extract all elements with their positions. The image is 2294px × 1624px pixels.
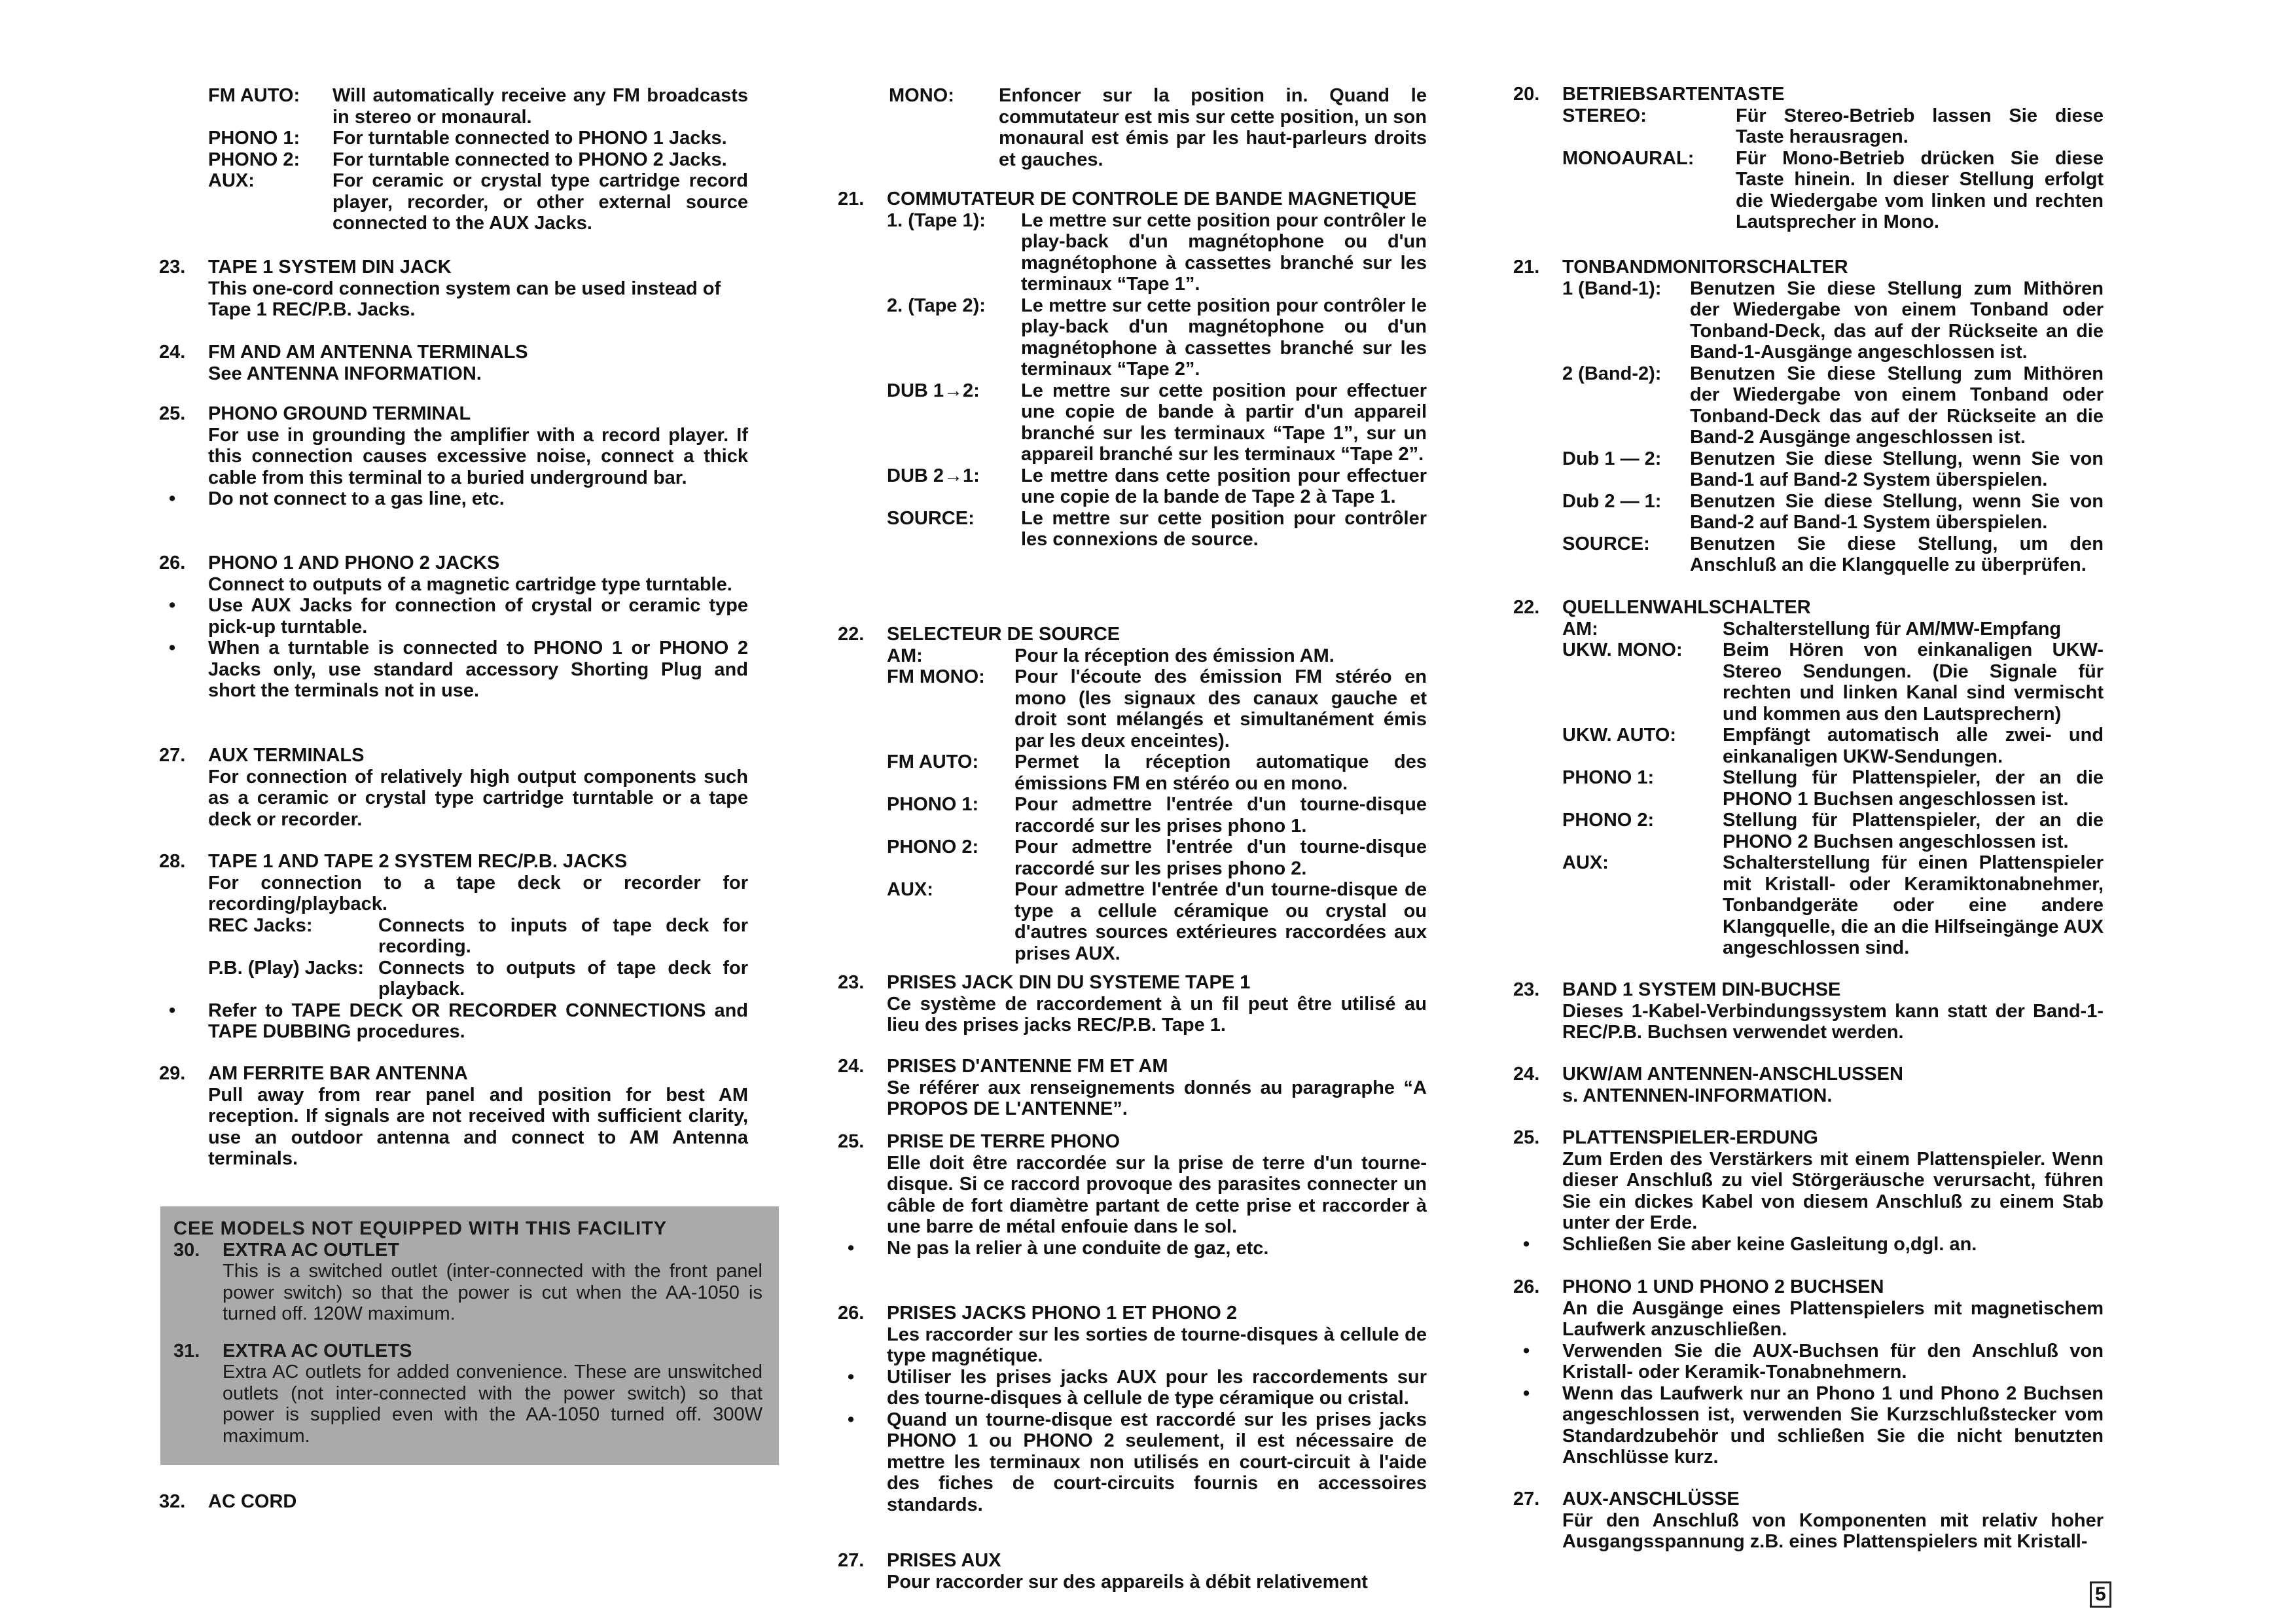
- section-title: PRISES JACKS PHONO 1 ET PHONO 2: [887, 1303, 1238, 1324]
- item-description: Le mettre sur cette position pour contrôler les connexions de source.: [1021, 507, 1427, 550]
- list-item: AUX: For ceramic or crystal type cartridge record player, recorder, or other external source connected to the AUX Jacks.: [208, 170, 748, 234]
- section-27-fr: 27. PRISES AUX Pour raccorder sur des appareils à débit relativement: [838, 1550, 1368, 1593]
- section-25-en: 25. PHONO GROUND TERMINAL For use in grounding the amplifier with a record player. If this connection causes excessive noise, connect a thick cable from this terminal to a buried underground bar. • Do not connect to a gas line, etc.: [159, 403, 748, 510]
- list-item: P.B. (Play) Jacks: Connects to outputs of tape deck for playback.: [208, 957, 748, 1000]
- list-item: [1562, 448, 2104, 491]
- item-description: Benutzen Sie diese Stellung, wenn Sie von Band-2 auf Band-1 System überspielen.: [1690, 490, 2104, 533]
- section-title: TAPE 1 AND TAPE 2 SYSTEM REC/P.B. JACKS: [208, 851, 628, 872]
- tape-monitor-list: [838, 210, 1427, 550]
- item-key: SOURCE:: [887, 507, 975, 529]
- section-title: FM AND AM ANTENNA TERMINALS: [208, 342, 528, 363]
- section-title: AUX-ANSCHLÜSSE: [1562, 1489, 1740, 1509]
- list-item: [887, 465, 1427, 508]
- section-title: TONBANDMONITORSCHALTER: [1562, 257, 1848, 278]
- item-description: Le mettre dans cette position pour effectuer une copie de la bande de Tape 2 à Tape 1.: [1021, 465, 1427, 507]
- section-27-de: 27. AUX-ANSCHLÜSSE Für den Anschluß von Komponenten mit relativ hoher Ausgangsspannung z.B. eines Plattenspielers mit Kristall-: [1513, 1489, 2104, 1552]
- tape-monitor-list: [1513, 278, 2104, 576]
- section-title: PRISES D'ANTENNE FM ET AM: [887, 1056, 1168, 1077]
- section-23-fr: 23. PRISES JACK DIN DU SYSTEME TAPE 1 Ce système de raccordement à un fil peut être utilisé au lieu des prises jacks REC/P.B. Tape 1.: [838, 972, 1427, 1036]
- item-key: AM:: [887, 645, 923, 666]
- item-key: FM MONO:: [887, 666, 985, 687]
- item-key: AUX:: [1562, 852, 1609, 873]
- item-description: Stellung für Plattenspieler, der an die PHONO 2 Buchsen angeschlossen ist.: [1723, 810, 2104, 852]
- list-item: PHONO 2: For turntable connected to PHONO 2 Jacks.: [208, 149, 727, 170]
- list-item: REC Jacks: Connects to inputs of tape deck for recording.: [208, 914, 748, 957]
- list-item: [887, 666, 1427, 751]
- item-description: Pour admettre l'entrée d'un tourne-disque raccordé sur les prises phono 2.: [1014, 837, 1427, 879]
- item-key: Dub 2 — 1:: [1562, 490, 1662, 512]
- item-description: Schalterstellung für AM/MW-Empfang: [1723, 618, 2062, 640]
- section-29-en: 29. AM FERRITE BAR ANTENNA Pull away from rear panel and position for best AM reception. If signals are not received with sufficient clarity, use an outdoor antenna and connect to AM Antenna terminals.: [159, 1063, 748, 1169]
- section-23-de: 23. BAND 1 SYSTEM DIN-BUCHSE Dieses 1-Kabel-Verbindungssystem kann statt der Band-1-REC/P.B. Buchsen verwendet werden.: [1513, 979, 2104, 1043]
- section-title: PRISES AUX: [887, 1550, 1001, 1571]
- list-item: [887, 879, 1427, 964]
- item-key: FM AUTO:: [887, 751, 979, 772]
- cee-title: CEE MODELS NOT EQUIPPED WITH THIS FACILITY: [173, 1218, 668, 1239]
- item-description: Le mettre sur cette position pour contrôler le play-back d'un magnétophone ou d'un magnétophone à cassettes branché sur les terminaux “Tape 2”.: [1021, 295, 1427, 380]
- section-22-fr: 22. SELECTEUR DE SOURCE AM: Pour la réception des émission AM. FM MONO: Pour l'écoute des émission FM stéréo en mono (les signaux des canaux gauche et droit sont mélangés et simultanément émis par les deux enceintes). FM AUTO: Permet la réception automatique des émissions FM en stéréo ou en mono. PHONO 1: Pour admettre l'entrée d'un tourne-disque raccordé sur les prises phono 1. PHONO 2: Pour admettre l'entrée d'un tourne-disque raccordé sur les prises phono 2. AUX: Pour admettre l'entrée d'un tourne-disque de type a cellule céramique ou crystal ou d'autres sources extérieures raccordées aux prises AUX.: [838, 624, 1427, 964]
- item-description: Für Mono-Betrieb drücken Sie diese Taste hinein. In dieser Stellung erfolgt die Wiedergabe vom linken und rechten Lautsprecher in Mono.: [1736, 147, 2104, 232]
- section-title: EXTRA AC OUTLET: [223, 1239, 400, 1261]
- section-title: BETRIEBSARTENTASTE: [1562, 84, 1785, 105]
- list-item: FM AUTO: Will automatically receive any FM broadcasts in stereo or monaural.: [208, 85, 748, 128]
- item-key: UKW. MONO:: [1562, 640, 1683, 660]
- item-key: DUB 1→2:: [887, 380, 980, 401]
- item-description: Benutzen Sie diese Stellung zum Mithören der Wiedergabe von einem Tonband oder Tonband-Deck, das auf der Rückseite an die Band-1-Ausgänge angeschlossen ist.: [1690, 278, 2104, 363]
- list-item: [1562, 105, 2104, 148]
- section-title: EXTRA AC OUTLETS: [223, 1340, 412, 1362]
- item-description: Schalterstellung für einen Plattenspieler mit Kristall- oder Keramiktonabnehmer, Tonbandgeräte oder eine andere Klangquelle, die an die Hilfseingänge AUX angeschlossen sind.: [1723, 852, 2104, 958]
- item-key: 2 (Band-2):: [1562, 363, 1662, 384]
- list-item: [1562, 852, 2104, 959]
- item-description: Benutzen Sie diese Stellung, um den Anschluß an die Klangquelle zu überprüfen.: [1690, 533, 2104, 575]
- item-key: AM:: [1562, 618, 1598, 640]
- item-key: 1. (Tape 1):: [887, 209, 986, 231]
- section-title: TAPE 1 SYSTEM DIN JACK: [208, 257, 452, 278]
- mono-item: MONO: Enfoncer sur la position in. Quand le commutateur est mis sur cette position, un son monaural est émis par les haut-parleurs droits et gauches.: [889, 85, 1427, 170]
- section-title: PHONO 1 AND PHONO 2 JACKS: [208, 552, 500, 573]
- section-title: BAND 1 SYSTEM DIN-BUCHSE: [1562, 979, 1841, 1000]
- section-21-fr: 21. COMMUTATEUR DE CONTROLE DE BANDE MAGNETIQUE 1. (Tape 1): Le mettre sur cette position pour contrôler le play-back d'un magnétophone ou d'un magnétophone à cassettes branché sur les terminaux “Tape 1”. 2. (Tape 2): Le mettre sur cette position pour contrôler le play-back d'un magnétophone ou d'un magnétophone à cassettes branché sur les terminaux “Tape 2”. DUB 1→2: Le mettre sur cette position pour effectuer une copie de bande à partir d'un appareil branché sur les terminaux “Tape 1”, sur un appareil branché sur les terminaux “Tape 2”. DUB 2→1: Le mettre dans cette position pour effectuer une copie de la bande de Tape 2 à Tape 1. SOURCE: Le mettre sur cette position pour contrôler les connexions de source.: [838, 189, 1427, 550]
- item-description: Le mettre sur cette position pour effectuer une copie de bande à partir d'un appareil branché sur les terminaux “Tape 1”, sur un appareil branché sur les terminaux “Tape 2”.: [1021, 380, 1427, 465]
- item-key: PHONO 2:: [887, 837, 979, 857]
- section-title: PHONO 1 UND PHONO 2 BUCHSEN: [1562, 1276, 1884, 1297]
- list-item: [1562, 363, 2104, 448]
- item-key: AUX:: [887, 879, 933, 900]
- list-item: [887, 751, 1427, 794]
- list-item: [1562, 491, 2104, 533]
- section-24-en: 24. FM AND AM ANTENNA TERMINALS See ANTENNA INFORMATION.: [159, 342, 528, 384]
- section-title: PRISES JACK DIN DU SYSTEME TAPE 1: [887, 972, 1251, 993]
- list-item: [887, 794, 1427, 837]
- section-32-en: 32. AC CORD: [159, 1491, 297, 1512]
- section-title: QUELLENWAHLSCHALTER: [1562, 597, 1811, 618]
- item-description: Le mettre sur cette position pour contrôler le play-back d'un magnétophone ou d'un magnétophone à cassettes branché sur les terminaux “Tape 1”.: [1021, 209, 1427, 295]
- item-key: PHONO 1:: [1562, 767, 1655, 788]
- section-22-de: 22. QUELLENWAHLSCHALTER AM: Schalterstellung für AM/MW-Empfang UKW. MONO: Beim Hören von einkanaligen UKW-Stereo Sendungen. (Die Signale für rechten und linken Kanal sind vermischt und kommen aus den Lautsprechern) UKW. AUTO: Empfängt automatisch alle zwei- und einkanaligen UKW-Sendungen. PHONO 1: Stellung für Plattenspieler, der an die PHONO 1 Buchsen angeschlossen ist. PHONO 2: Stellung für Plattenspieler, der an die PHONO 2 Buchsen angeschlossen ist. AUX: Schalterstellung für einen Plattenspieler mit Kristall- oder Keramiktonabnehmer, Tonbandgeräte oder eine andere Klangquelle, die an die Hilfseingänge AUX angeschlossen sind.: [1513, 597, 2104, 958]
- list-item: [887, 645, 1427, 667]
- item-description: Benutzen Sie diese Stellung, wenn Sie von Band-1 auf Band-2 System überspielen.: [1690, 448, 2104, 490]
- list-item: PHONO 1: For turntable connected to PHONO 1 Jacks.: [208, 128, 727, 149]
- section-title: AUX TERMINALS: [208, 745, 365, 766]
- section-26-de: 26. PHONO 1 UND PHONO 2 BUCHSEN An die Ausgänge eines Plattenspielers mit magnetischem Laufwerk anzuschließen. • Verwenden Sie die AUX-Buchsen für den Anschluß von Kristall- oder Keramik-Tonabnehmern. • Wenn das Laufwerk nur an Phono 1 und Phono 2 Buchsen angeschlossen ist, verwenden Sie Kurzschlußstecker vom Standardzubehör und schließen Sie die nicht benutzten Anschlüsse kurz.: [1513, 1276, 2104, 1468]
- list-item: [887, 210, 1427, 295]
- operation-mode-list: [1513, 105, 2104, 233]
- section-25-de: 25. PLATTENSPIELER-ERDUNG Zum Erden des Verstärkers mit einem Plattenspieler. Wenn dieser Anschluß zu viel Störgeräusche verursacht, führen Sie ein dickes Kabel von diesem Anschluß zu einem Stab unter der Erde. • Schließen Sie aber keine Gasleitung o,dgl. an.: [1513, 1127, 2104, 1255]
- section-title: PRISE DE TERRE PHONO: [887, 1131, 1120, 1152]
- section-title: PHONO GROUND TERMINAL: [208, 403, 471, 424]
- section-title: AM FERRITE BAR ANTENNA: [208, 1063, 468, 1084]
- item-key: Dub 1 — 2:: [1562, 448, 1662, 469]
- source-selector-list: [1513, 619, 2104, 959]
- item-description: Benutzen Sie diese Stellung zum Mithören der Wiedergabe von einem Tonband oder Tonband-Deck das auf der Rückseite an die Band-2 Ausgänge angeschlossen ist.: [1690, 363, 2104, 448]
- list-item: [1562, 810, 2104, 852]
- item-key: UKW. AUTO:: [1562, 725, 1676, 746]
- list-item: [1562, 767, 2104, 810]
- section-title: COMMUTATEUR DE CONTROLE DE BANDE MAGNETIQUE: [887, 189, 1417, 209]
- item-description: Pour la réception des émission AM.: [1014, 645, 1335, 666]
- item-description: Beim Hören von einkanaligen UKW-Stereo Sendungen. (Die Signale für rechten und linken Kanal sind vermischt und kommen aus den Lautsprechern): [1723, 640, 2104, 725]
- item-key: SOURCE:: [1562, 533, 1650, 554]
- section-26-fr: 26. PRISES JACKS PHONO 1 ET PHONO 2 Les raccorder sur les sorties de tourne-disques à cellule de type magnétique. • Utiliser les prises jacks AUX pour les raccordements sur des tourne-disques à cellule de type céramique ou cristal. • Quand un tourne-disque est raccordé sur les prises jacks PHONO 1 ou PHONO 2 seulement, il est nécessaire de mettre les terminaux non utilisés en court-circuit à l'aide des fiches de court-circuits fournis en accessoires standards.: [838, 1303, 1427, 1515]
- item-description: Permet la réception automatique des émissions FM en stéréo ou en mono.: [1014, 751, 1427, 794]
- item-description: Pour admettre l'entrée d'un tourne-disque de type a cellule céramique ou crystal ou d'autres sources extérieures raccordées aux prises AUX.: [1014, 879, 1427, 964]
- section-26-en: 26. PHONO 1 AND PHONO 2 JACKS Connect to outputs of a magnetic cartridge type turntable. • Use AUX Jacks for connection of crystal or ceramic type pick-up turntable. • When a turntable is connected to PHONO 1 or PHONO 2 Jacks only, use standard accessory Shorting Plug and short the terminals not in use.: [159, 552, 748, 702]
- item-key: MONOAURAL:: [1562, 147, 1694, 169]
- item-key: PHONO 2:: [1562, 810, 1655, 831]
- list-item: [1562, 148, 2104, 233]
- item-key: 2. (Tape 2):: [887, 295, 986, 316]
- section-20-de: 20. BETRIEBSARTENTASTE STEREO: Für Stereo-Betrieb lassen Sie diese Taste herausragen. MONOAURAL: Für Mono-Betrieb drücken Sie diese Taste hinein. In dieser Stellung erfolgt die Wiedergabe vom linken und rechten Lautsprecher in Mono.: [1513, 84, 2104, 232]
- section-title: UKW/AM ANTENNEN-ANSCHLUSSEN: [1562, 1064, 1903, 1085]
- item-description: Für Stereo-Betrieb lassen Sie diese Taste herausragen.: [1736, 105, 2104, 147]
- section-28-en: 28. TAPE 1 AND TAPE 2 SYSTEM REC/P.B. JACKS For connection to a tape deck or recorder for recording/playback. REC Jacks: Connects to inputs of tape deck for recording. P.B. (Play) Jacks: Connects to outputs of tape deck for playback. • Refer to TAPE DECK OR RECORDER CONNECTIONS and TAPE DUBBING procedures.: [159, 851, 748, 1043]
- list-item: [887, 295, 1427, 380]
- list-item: [1562, 725, 2104, 767]
- section-24-de: 24. UKW/AM ANTENNEN-ANSCHLUSSEN s. ANTENNEN-INFORMATION.: [1513, 1064, 1903, 1106]
- section-23-en: 23. TAPE 1 SYSTEM DIN JACK This one-cord connection system can be used instead of Tape 1 REC/P.B. Jacks.: [159, 257, 721, 320]
- list-item: [1562, 278, 2104, 363]
- list-item: [887, 508, 1427, 550]
- section-24-fr: 24. PRISES D'ANTENNE FM ET AM Se référer aux renseignements donnés au paragraphe “A PROPOS DE L'ANTENNE”.: [838, 1056, 1427, 1119]
- page-number: 5: [2090, 1581, 2111, 1608]
- list-item: [887, 380, 1427, 465]
- item-description: Pour l'écoute des émission FM stéréo en mono (les signaux des canaux gauche et droit sont mélangés et simultanément émis par les deux enceintes).: [1014, 666, 1427, 751]
- item-description: Empfängt automatisch alle zwei- und einkanaligen UKW-Sendungen.: [1723, 725, 2104, 767]
- cee-models-box: CEE MODELS NOT EQUIPPED WITH THIS FACILITY 30. EXTRA AC OUTLET This is a switched outlet (inter-connected with the front panel power switch) so that the power is cut when the AA-1050 is turned off. 120W maximum. 31. EXTRA AC OUTLETS Extra AC outlets for added convenience. These are unswitched outlets (not inter-connected with the power switch) so that power is supplied even with the AA-1050 turned off. 300W maximum.: [160, 1206, 779, 1465]
- section-title: SELECTEUR DE SOURCE: [887, 624, 1120, 645]
- list-item: [1562, 619, 2104, 640]
- item-key: 1 (Band-1):: [1562, 278, 1662, 299]
- list-item: [1562, 533, 2104, 576]
- section-27-en: 27. AUX TERMINALS For connection of relatively high output components such as a ceramic or crystal type cartridge turntable or a tape deck or recorder.: [159, 745, 748, 830]
- list-item: [887, 837, 1427, 879]
- section-title: PLATTENSPIELER-ERDUNG: [1562, 1127, 1818, 1148]
- list-item: [1562, 640, 2104, 725]
- source-selector-list: [208, 85, 748, 234]
- item-key: PHONO 1:: [887, 794, 979, 815]
- item-description: Pour admettre l'entrée d'un tourne-disque raccordé sur les prises phono 1.: [1014, 794, 1427, 837]
- source-selector-list: [838, 645, 1427, 965]
- item-key: DUB 2→1:: [887, 465, 980, 486]
- section-25-fr: 25. PRISE DE TERRE PHONO Elle doit être raccordée sur la prise de terre d'un tourne-disque. Si ce raccord provoque des parasites connecter un câble de fort diamètre partant de cette prise et raccorder à une barre de métal enfouie dans le sol. • Ne pas la relier à une conduite de gaz, etc.: [838, 1131, 1427, 1259]
- section-21-de: 21. TONBANDMONITORSCHALTER 1 (Band-1): Benutzen Sie diese Stellung zum Mithören der Wiedergabe von einem Tonband oder Tonband-Deck, das auf der Rückseite an die Band-1-Ausgänge angeschlossen ist. 2 (Band-2): Benutzen Sie diese Stellung zum Mithören der Wiedergabe von einem Tonband oder Tonband-Deck das auf der Rückseite an die Band-2 Ausgänge angeschlossen ist. Dub 1 — 2: Benutzen Sie diese Stellung, wenn Sie von Band-1 auf Band-2 System überspielen. Dub 2 — 1: Benutzen Sie diese Stellung, wenn Sie von Band-2 auf Band-1 System überspielen. SOURCE: Benutzen Sie diese Stellung, um den Anschluß an die Klangquelle zu überprüfen.: [1513, 257, 2104, 575]
- item-description: Stellung für Plattenspieler, der an die PHONO 1 Buchsen angeschlossen ist.: [1723, 767, 2104, 810]
- item-key: STEREO:: [1562, 105, 1647, 126]
- section-title: AC CORD: [208, 1491, 297, 1512]
